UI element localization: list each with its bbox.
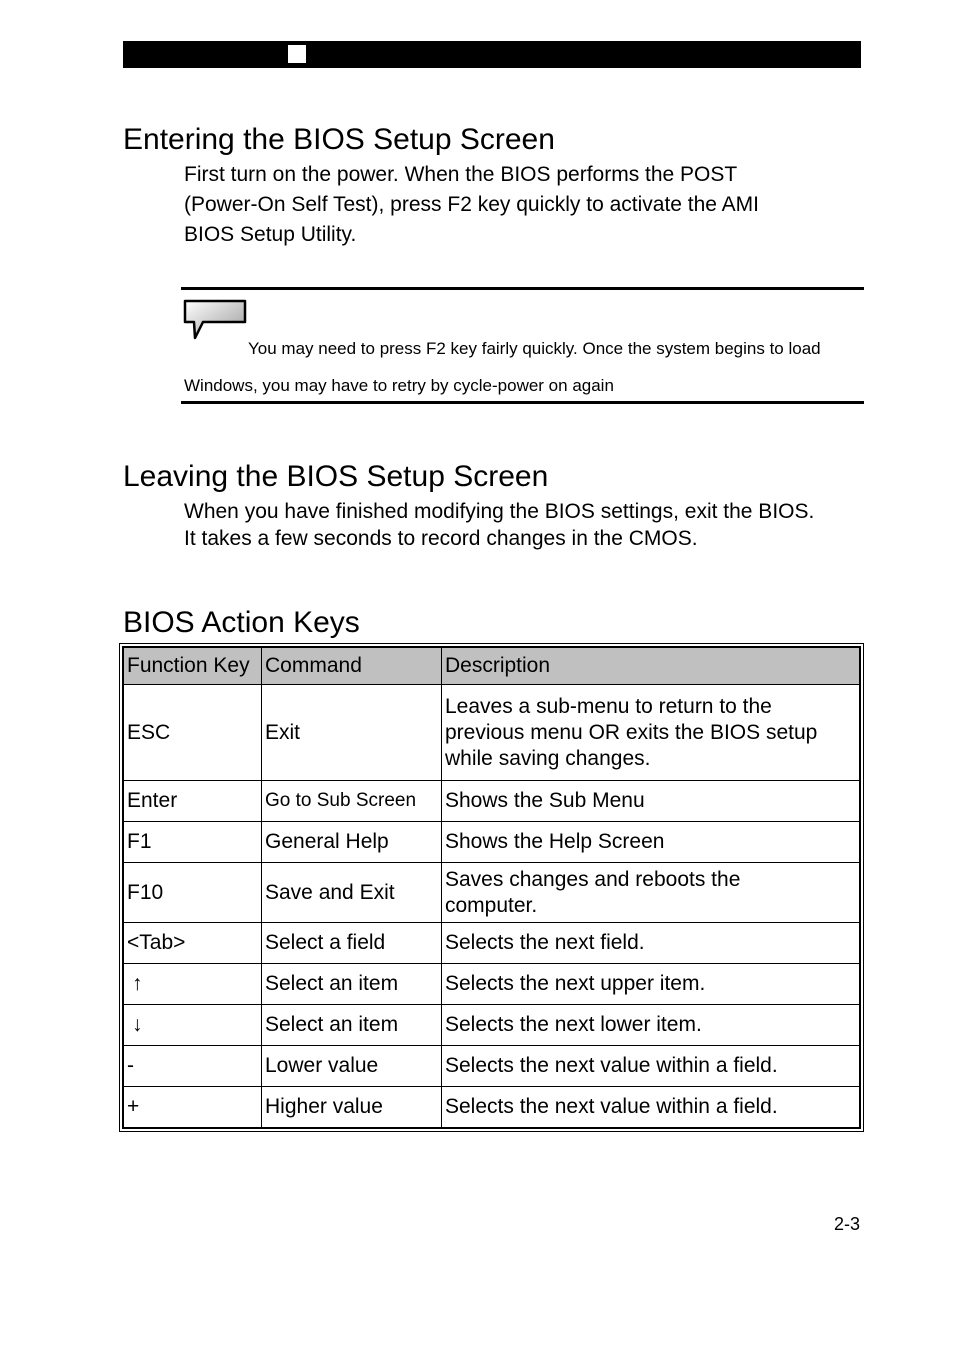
- cell-key-up-arrow: ↑: [124, 964, 262, 1005]
- cell-description: [442, 685, 860, 781]
- bios-action-keys-table: [119, 643, 864, 1132]
- cell-command: General Help: [262, 822, 442, 863]
- cell-description: Selects the next value within a field.: [442, 1087, 860, 1128]
- cell-key: F1: [124, 822, 262, 863]
- cell-key-down-arrow: ↓: [124, 1005, 262, 1046]
- cell-description: Shows the Help Screen: [442, 822, 860, 863]
- cell-description: Shows the Sub Menu: [442, 781, 860, 822]
- cell-description: Selects the next lower item.: [442, 1005, 860, 1046]
- leaving-line: It takes a few seconds to record changes in the CMOS.: [184, 527, 698, 550]
- header-command: Command: [262, 648, 442, 685]
- leaving-paragraph: [184, 498, 814, 552]
- section-title-action-keys: BIOS Action Keys: [123, 606, 360, 639]
- entering-line: BIOS Setup Utility.: [184, 223, 357, 246]
- cell-command: Select a field: [262, 923, 442, 964]
- cell-description: [442, 863, 860, 923]
- header-square-marker: [288, 45, 306, 63]
- description-line: Leaves a sub-menu to return to the: [445, 694, 772, 718]
- cell-description: Selects the next value within a field.: [442, 1046, 860, 1087]
- cell-key: Enter: [124, 781, 262, 822]
- cell-key: +: [124, 1087, 262, 1128]
- note-speech-bubble-icon: [183, 298, 249, 342]
- table-row: [124, 1087, 860, 1128]
- table-row: [124, 822, 860, 863]
- cell-command: Lower value: [262, 1046, 442, 1087]
- entering-paragraph: [184, 160, 759, 250]
- entering-line: (Power-On Self Test), press F2 key quickly to activate the AMI: [184, 193, 759, 216]
- description-line: previous menu OR exits the BIOS setup: [445, 720, 818, 744]
- cell-key: -: [124, 1046, 262, 1087]
- cell-key: ESC: [124, 685, 262, 781]
- note-bottom-rule: [181, 401, 864, 404]
- cell-command: Higher value: [262, 1087, 442, 1128]
- cell-command: Save and Exit: [262, 863, 442, 923]
- cell-key: F10: [124, 863, 262, 923]
- cell-command: Select an item: [262, 964, 442, 1005]
- leaving-line: When you have finished modifying the BIOS settings, exit the BIOS.: [184, 500, 815, 523]
- table-row: [124, 685, 860, 781]
- note-text-line1: You may need to press F2 key fairly quickly. Once the system begins to load: [248, 339, 821, 358]
- cell-command: Exit: [262, 685, 442, 781]
- description-line: Saves changes and reboots the: [445, 867, 741, 891]
- cell-key: <Tab>: [124, 923, 262, 964]
- cell-description: Selects the next field.: [442, 923, 860, 964]
- cell-description: Selects the next upper item.: [442, 964, 860, 1005]
- description-line: computer.: [445, 893, 538, 917]
- cell-command: Select an item: [262, 1005, 442, 1046]
- header-description: Description: [442, 648, 860, 685]
- note-text-line2: Windows, you may have to retry by cycle-power on again: [184, 376, 614, 395]
- table-row: [124, 781, 860, 822]
- table-row: [124, 1005, 860, 1046]
- cell-command: Go to Sub Screen: [262, 781, 442, 822]
- header-bar: [123, 41, 861, 68]
- section-title-entering: Entering the BIOS Setup Screen: [123, 123, 555, 156]
- description-line: while saving changes.: [445, 746, 651, 770]
- header-function-key: Function Key: [124, 648, 262, 685]
- section-title-leaving: Leaving the BIOS Setup Screen: [123, 460, 549, 493]
- table-row: [124, 863, 860, 923]
- note-top-rule: [181, 287, 864, 290]
- table-header-row: [124, 648, 860, 685]
- page-number: 2-3: [834, 1214, 861, 1234]
- table-row: [124, 923, 860, 964]
- entering-line: First turn on the power. When the BIOS performs the POST: [184, 163, 738, 186]
- table-row: [124, 1046, 860, 1087]
- table-row: [124, 964, 860, 1005]
